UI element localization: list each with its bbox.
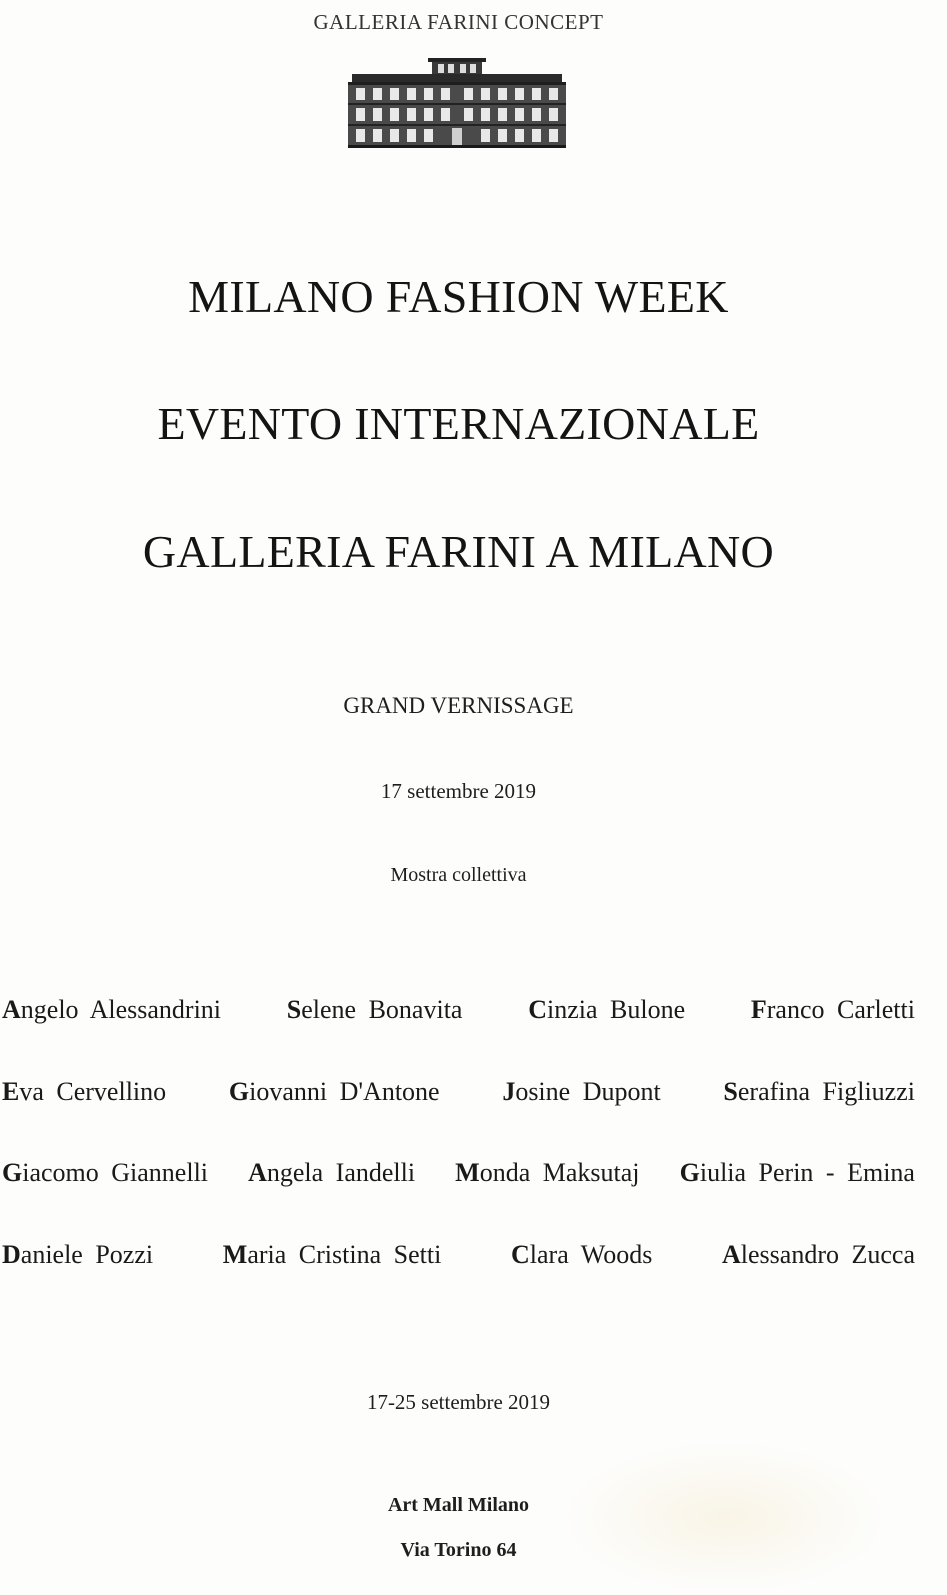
title-international-event: EVENTO INTERNAZIONALE (157, 398, 760, 449)
artist-name: Daniele Pozzi (2, 1240, 154, 1269)
artists-row (2, 995, 915, 1025)
event-type: GRAND VERNISSAGE (343, 693, 574, 718)
artist-name: Maria Cristina Setti (222, 1240, 442, 1269)
exhibition-date-range: 17-25 settembre 2019 (366, 1390, 551, 1414)
artist-name: Giovanni D'Antone (228, 1077, 440, 1106)
artist-name: Monda Maksutaj (455, 1158, 640, 1187)
artists-row (2, 1077, 915, 1107)
paper-stain (560, 1440, 890, 1595)
artist-name: Alessandro Zucca (722, 1240, 915, 1269)
palazzo-building-icon (348, 58, 566, 150)
title-gallery-milano: GALLERIA FARINI A MILANO (142, 526, 775, 577)
artist-name: Giacomo Giannelli (2, 1158, 209, 1187)
artist-name: Angela Iandelli (248, 1158, 416, 1187)
artist-name: Josine Dupont (502, 1077, 661, 1106)
title-fashion-week: MILANO FASHION WEEK (188, 271, 729, 322)
artist-name: Eva Cervellino (2, 1077, 167, 1106)
artist-name: Clara Woods (510, 1240, 653, 1269)
artist-name: Selene Bonavita (286, 995, 463, 1024)
gallery-name: GALLERIA FARINI CONCEPT (313, 10, 604, 34)
artists-row (2, 1158, 915, 1188)
artist-name: Serafina Figliuzzi (723, 1077, 915, 1106)
artists-row (2, 1240, 915, 1270)
venue-name: Art Mall Milano (387, 1494, 530, 1516)
venue-address: Via Torino 64 (400, 1539, 517, 1561)
artist-name: Cinzia Bulone (528, 995, 686, 1024)
opening-date: 17 settembre 2019 (380, 779, 537, 803)
artist-name: Giulia Perin - Emina (679, 1158, 915, 1187)
event-description: Mostra collettiva (390, 864, 527, 886)
artist-name: Angelo Alessandrini (2, 995, 222, 1024)
artist-name: Franco Carletti (750, 995, 915, 1024)
